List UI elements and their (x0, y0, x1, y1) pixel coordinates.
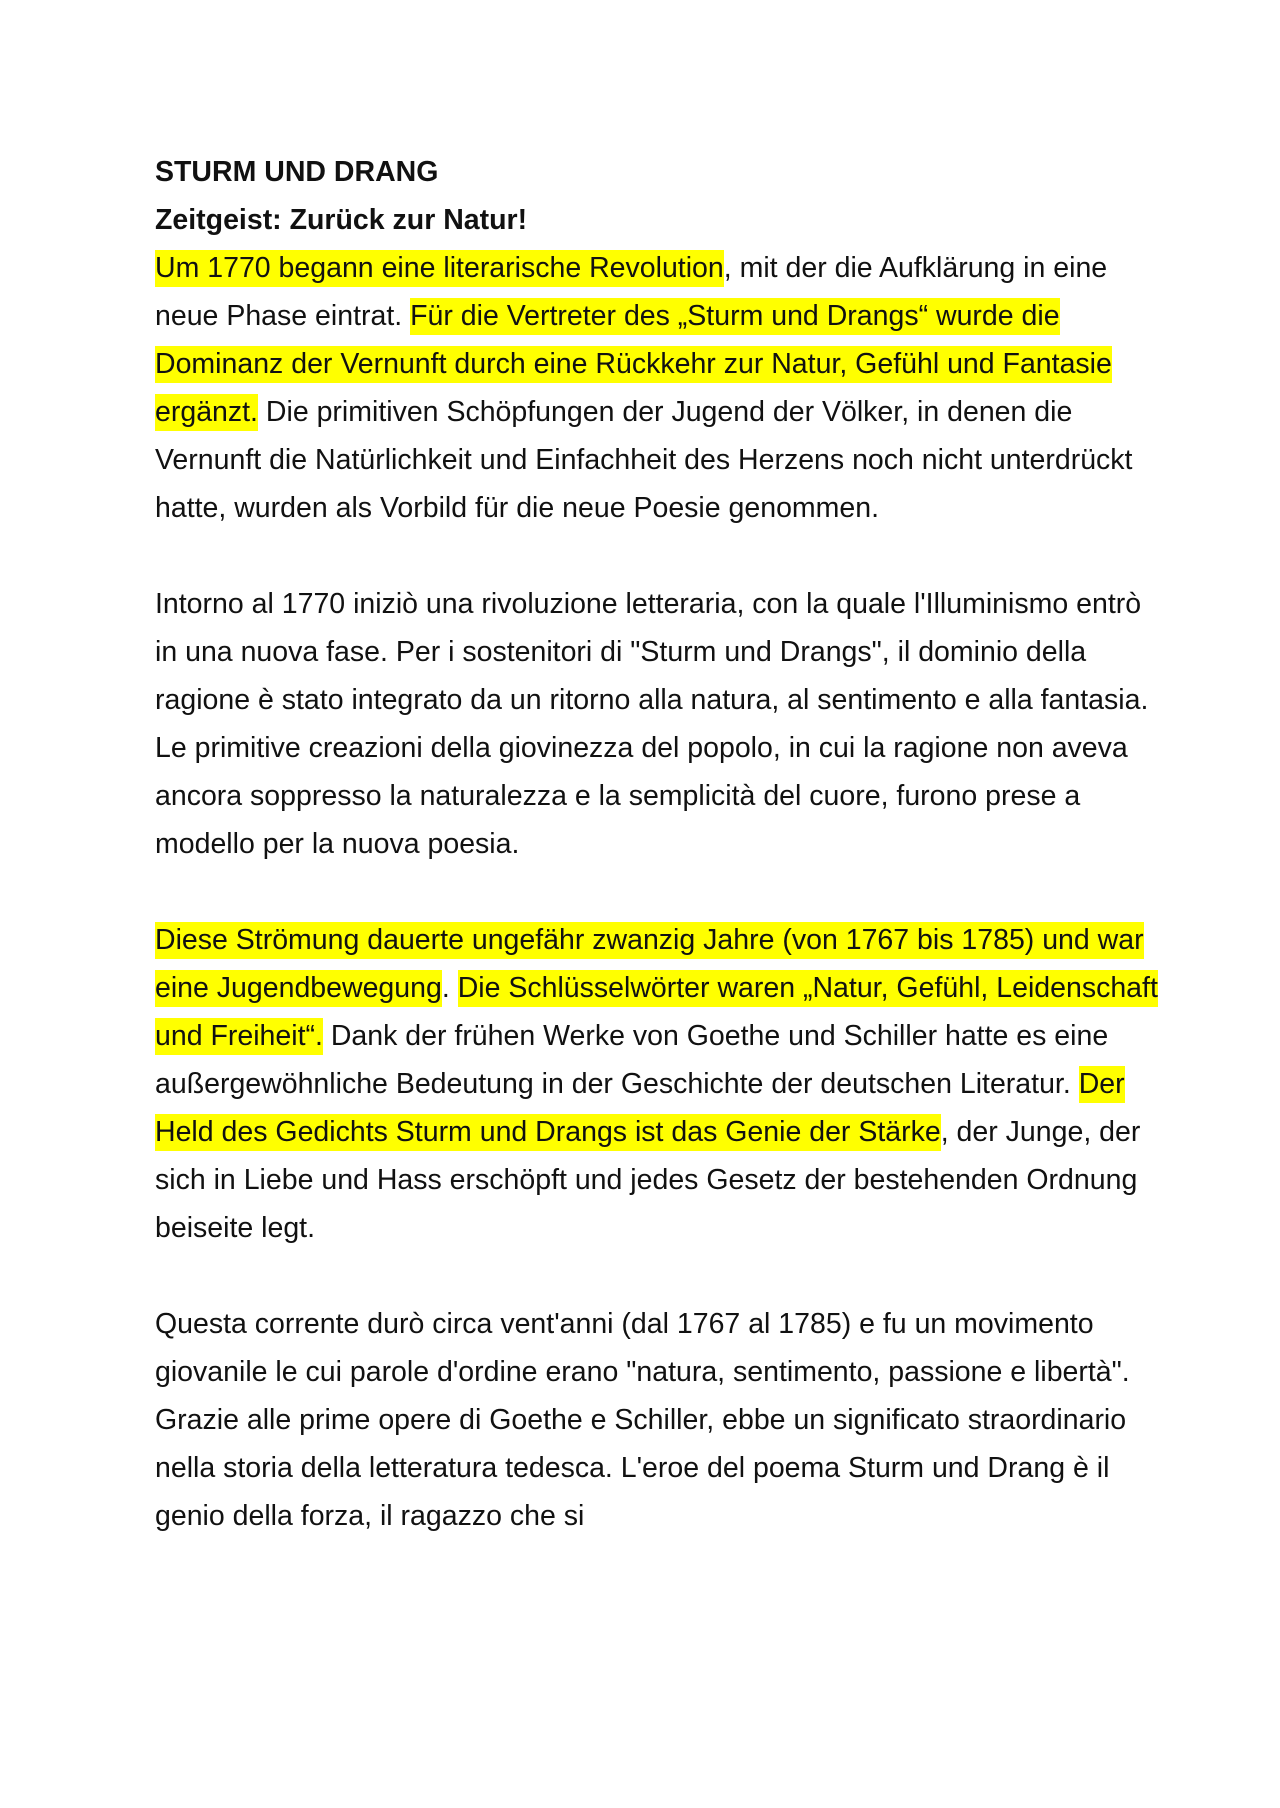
plain-text: , mit der die Aufklärung in eine neue Phase eintrat. (155, 252, 1108, 332)
paragraph-italian-2 (155, 1300, 1165, 1540)
paragraph-italian-1 (155, 580, 1165, 868)
paragraph-spacer (155, 868, 1165, 916)
plain-text: Questa corrente durò circa vent'anni (dal 1767 al 1785) e fu un movimento giovanile le cui parole d'ordine erano "natura, sentimento, passione e libertà". Grazie alle prime opere di Goethe e Schiller, ebbe un significato straordinario nella storia della letteratura tedesca. L'eroe del poema Sturm und Drang è il genio della forza, il ragazzo che si (155, 1308, 1130, 1532)
highlighted-text: Um 1770 begann eine literarische Revolution (155, 250, 724, 287)
paragraph-spacer (155, 532, 1165, 580)
highlighted-text: Diese Strömung dauerte ungefähr zwanzig Jahre (von 1767 bis 1785) und war eine Jugendbewegung (155, 922, 1144, 1007)
document-body (155, 148, 1165, 1540)
highlighted-text: Der Held des Gedichts Sturm und Drangs ist das Genie der Stärke (155, 1066, 1125, 1151)
plain-text: Intorno al 1770 iniziò una rivoluzione letteraria, con la quale l'Illuminismo entrò in una nuova fase. Per i sostenitori di "Sturm und Drangs", il dominio della ragione è stato integrato da un ritorno alla natura, al sentimento e alla fantasia. Le primitive creazioni della giovinezza del popolo, in cui la ragione non aveva ancora soppresso la naturalezza e la semplicità del cuore, furono prese a modello per la nuova poesia. (155, 588, 1149, 860)
document-title: STURM UND DRANG (155, 156, 439, 188)
highlighted-text: Die Schlüsselwörter waren „Natur, Gefühl, Leidenschaft und Freiheit“. (155, 970, 1158, 1055)
highlighted-text: Für die Vertreter des „Sturm und Drangs“ wurde die Dominanz der Vernunft durch eine Rückkehr zur Natur, Gefühl und Fantasie ergänzt. (155, 298, 1112, 431)
paragraph-german-1 (155, 244, 1165, 532)
paragraph-spacer (155, 1252, 1165, 1300)
paragraph-german-2 (155, 916, 1165, 1252)
plain-text: Dank der frühen Werke von Goethe und Schiller hatte es eine außergewöhnliche Bedeutung in der Geschichte der deutschen Literatur. (155, 1020, 1109, 1100)
plain-text: , der Junge, der sich in Liebe und Hass erschöpft und jedes Gesetz der bestehenden Ordnung beiseite legt. (155, 1116, 1141, 1244)
plain-text: . (441, 972, 458, 1004)
document-subtitle: Zeitgeist: Zurück zur Natur! (155, 204, 528, 236)
plain-text: Die primitiven Schöpfungen der Jugend der Völker, in denen die Vernunft die Natürlichkeit und Einfachheit des Herzens noch nicht unterdrückt hatte, wurden als Vorbild für die neue Poesie genommen. (155, 396, 1133, 524)
